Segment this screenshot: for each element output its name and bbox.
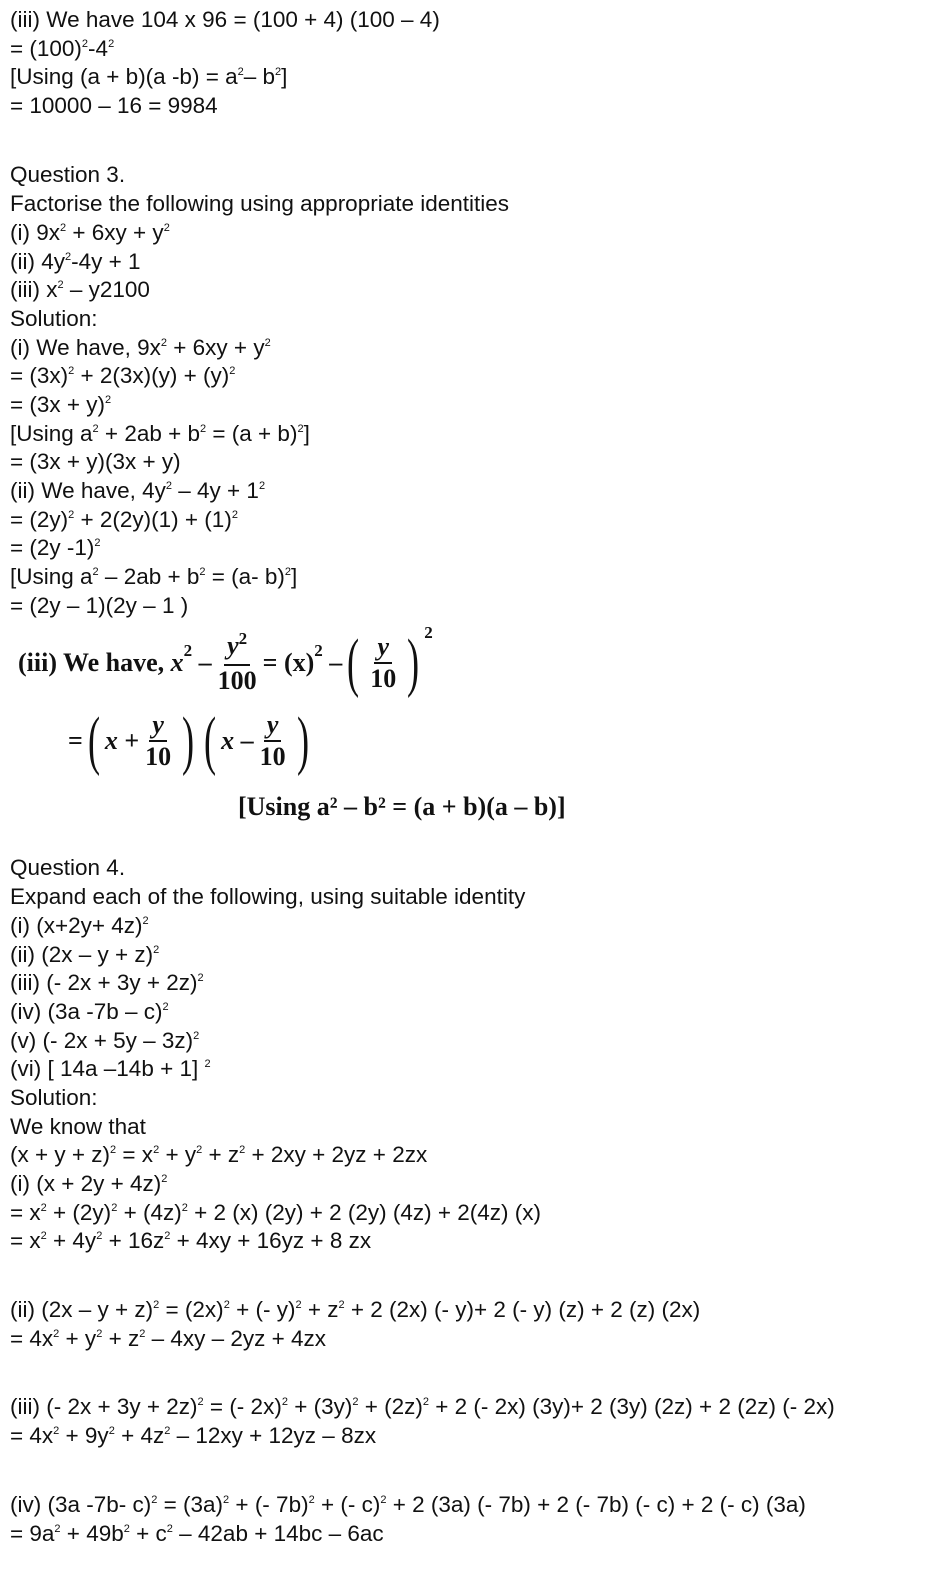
solution-line: = $(2y)^2 + 2(2y)(1) + (1)^2$	[10, 506, 238, 532]
solution-line: = $x^2 + 4y^2 + 16z^2 + 4xy + 16yz + 8$ zx	[10, 1228, 372, 1254]
solution-line: = $4x^2 + y^2 + z^2 - 4xy - 2yz + 4zx$	[10, 1325, 327, 1351]
solution-line: (ii) $(2x - y + z)^2 = (2x)^2$ + (- $y)^2 + z^2 + 2$ (2x) (- y)+ 2 (- y) (z) + 2 (z) (2x)	[10, 1297, 701, 1323]
fraction-y-over-10: $\frac{y}{10}$	[259, 710, 286, 772]
question-4-heading: Question 4.	[10, 855, 126, 881]
identity-line: $(x + y + z)^2 = x^2 + y^2 + z^2 + 2xy + 2yz + 2zx$	[10, 1142, 428, 1168]
math-figure-part-iii	[10, 620, 940, 852]
question-3-prompt: Factorise the following using appropriate identities	[10, 191, 510, 217]
solution-line: (iv) (3a -7b- $c)^2 = (3a)^2$ + (- 7b)$^2$ + (- c)$^2$ + 2 (3a) (- 7b) + 2 (- 7b) (- c) + 2 (- c) (3a)	[10, 1491, 806, 1517]
question-4-item: (ii) $(2x - y + z)^2$	[10, 941, 160, 967]
math-row-1: (iii) We have, x 2 – $\frac{y^2}{100}$ = (x) 2 – ( $\frac{y}{10}$ ) 2	[18, 623, 433, 700]
solution-line: = $9a^2 + 49b^2 + c^2 - 42ab + 14bc - 6ac$	[10, 1520, 384, 1546]
question-4-prompt: Expand each of the following, using suitable identity	[10, 884, 526, 910]
solution-line: = (2y – 1)(2y – 1 )	[10, 592, 189, 618]
prev-solution-line-3: [Using (a + b)(a $-b) = a^2-$ $b^2$]	[10, 64, 288, 90]
solution-line: [Using $a^2 - 2ab + b^2 = (a-$ b)$^2$]	[10, 564, 298, 590]
solution-line: = (3x + y)(3x + y)	[10, 449, 181, 475]
solution-line: [Using $a^2 + 2ab + b^2 = (a + b)^2$]	[10, 420, 310, 446]
solution-line: (ii) We have, $4y^2 - 4y + 1^2$	[10, 478, 266, 503]
solution-line: (iii) (- 2x + 3y + 2z)$^2$ = (- $2x)^2 + (3y)^2 + (2z)^2 + 2$ (- 2x) (3y)+ 2 (3y) (2z) + 2 (2z) (- 2x)	[10, 1394, 835, 1420]
math-row-2: = ( x + $\frac{y}{10}$ ) ( x – $\frac{y}{10}$ )	[68, 704, 309, 778]
fraction-y-over-10: $\frac{y}{10}$	[370, 632, 397, 694]
question-4-item: (v) (- 2x + 5y – 3z)$^2$	[10, 1027, 200, 1053]
prev-solution-line-1: (iii) We have 104 x 96 = (100 + 4) (100 – 4)	[10, 7, 440, 32]
question-3-solution-label: Solution:	[10, 305, 98, 331]
question-3-item: (iii) $x^2 - y2100$	[10, 277, 150, 303]
solution-line: (i) We have, $9x^2 + 6xy + y^2$	[10, 334, 271, 360]
solution-line: = $4x^2 + 9y^2 + 4z^2 - 12xy + 12yz - 8zx$	[10, 1423, 377, 1449]
question-3-item: (i) $9x^2 + 6xy + y^2$	[10, 219, 170, 245]
solution-line: = (2y -1)$^2$	[10, 535, 101, 561]
question-4-item: (iii) (- 2x + 3y + 2z)$^2$	[10, 970, 204, 996]
question-3-item: (ii) $4y^2-4y + 1$	[10, 248, 141, 274]
solution-line: We know that	[10, 1113, 146, 1139]
prev-solution-line-2: = $(100)^2-4^2$	[10, 35, 115, 61]
question-3-heading: Question 3.	[10, 162, 126, 188]
fraction-y-over-10: $\frac{y}{10}$	[145, 710, 172, 772]
math-row-3-identity: [Using a² – b² = (a + b)(a – b)]	[238, 792, 566, 822]
question-4-solution-label: Solution:	[10, 1084, 98, 1110]
prev-solution-line-4: = 10000 – 16 = 9984	[10, 93, 218, 119]
document	[10, 6, 940, 1548]
question-4-item: (iv) (3a -7b – c)$^2$	[10, 998, 169, 1024]
fraction-y2-over-100: $\frac{y^2}{100}$	[217, 628, 257, 695]
solution-line: = $(3x + y)^2$	[10, 391, 112, 417]
question-4-item: (i) $(x+2y+ 4z)^2$	[10, 912, 149, 938]
solution-line: = $(3x)^2 + 2(3x)(y) + (y)^2$	[10, 363, 236, 389]
solution-line: (i) $(x + 2y + 4z)^2$	[10, 1171, 168, 1196]
question-4-item: (vi) [ 14a –14b + 1] $^2$	[10, 1056, 211, 1082]
solution-line: = $x^2 + (2y)^2 + (4z)^2 + 2$ (x) (2y) + 2 (2y) (4z) + 2(4z) (x)	[10, 1199, 542, 1225]
